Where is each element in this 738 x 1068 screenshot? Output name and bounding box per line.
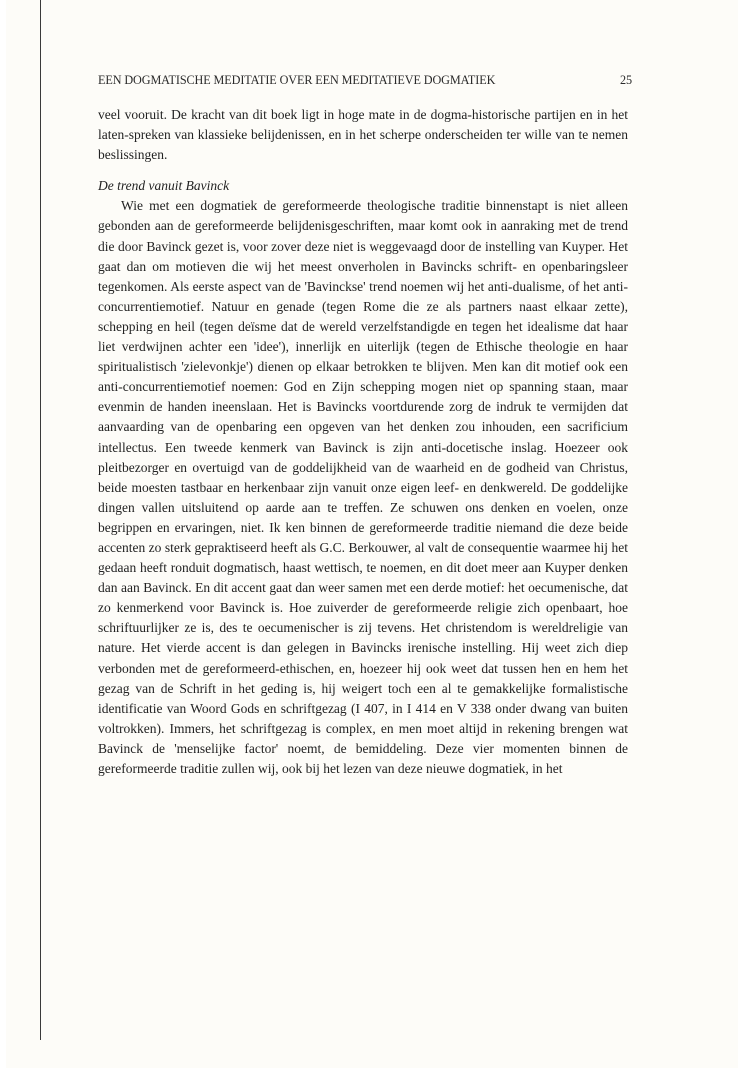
- paragraph-main: Wie met een dogmatiek de gereformeerde theologische traditie binnenstapt is niet alleen gebonden aan de gereformeerde belijdenisgeschriften, maar komt ook in aanraking met de trend die door Bavinck gezet is, voor zover deze niet is weggevaagd door de instelling van Kuyper. Het gaat dan om motieven die wij het meest onverholen in Bavincks schrift- en openbaringsleer tegenkomen. Als eerste aspect van de 'Bavinckse' trend noemen wij het anti-dualisme, of het anti-concurrentiemotief. Natuur en genade (tegen Rome die ze als partners naast elkaar zette), schepping en heil (tegen deïsme dat de wereld verzelfstandigde en tegen het idealisme dat haar liet verdwijnen achter een 'idee'), innerlijk en uiterlijk (tegen de Ethische theologie en haar spiritualistisch 'zielevonkje') dienen op elkaar betrokken te blijven. Men kan dit motief ook een anti-concurrentiemotief noemen: God en Zijn schepping mogen niet op spanning staan, maar evenmin de handen ineenslaan. Het is Bavincks voortdurende zorg de indruk te vermijden dat aanvaarding van de openbaring een opgeven van het denken zou inhouden, een sacrificium intellectus. Een tweede kenmerk van Bavinck is zijn anti-docetische inslag. Hoezeer ook pleitbezorger en overtuigd van de goddelijkheid van de waarheid en de godheid van Christus, beide moesten tastbaar en herkenbaar zijn vanuit onze eigen leef- en denkwereld. De goddelijke dingen vallen uitsluitend op aarde aan te treffen. Ze schuwen ons denken en voelen, onze begrippen en ervaringen, niet. Ik ken binnen de gereformeerde traditie niemand die deze beide accenten zo sterk gepraktiseerd heeft als G.C. Berkouwer, al valt de consequentie waarmee hij het gedaan heeft ronduit dogmatisch, haast wettisch, te noemen, en dit doet meer aan Kuyper denken dan aan Bavinck. En dit accent gaat dan weer samen met een derde motief: het oecumenische, dat zo kenmerkend voor Bavinck is. Hoe zuiverder de gereformeerde religie zich openbaart, hoe schriftuurlijker ze is, des te oecumenischer is zij tevens. Het christendom is wereldreligie van nature. Het vierde accent is dan gelegen in Bavincks irenische instelling. Hij weet zich diep verbonden met de gereformeerd-ethischen, en, hoezeer hij ook weet dat tussen hen en hem het gezag van de Schrift in het geding is, hij weigert toch een al te gemakkelijke formalistische identificatie van Woord Gods en schriftgezag (I 407, in I 414 en V 338 onder dwang van buiten voltrokken). Immers, het schriftgezag is complex, en men moet altijd in rekening brengen wat Bavinck de 'menselijke factor' noemt, de bemiddeling. Deze vier momenten binnen de gereformeerde traditie zullen wij, ook bij het lezen van deze nieuwe dogmatiek, in het: [98, 198, 628, 776]
- running-header: [98, 73, 632, 88]
- running-title: EEN DOGMATISCHE MEDITATIE OVER EEN MEDITATIEVE DOGMATIEK: [98, 73, 496, 87]
- page-number: 25: [620, 73, 632, 87]
- section-heading: De trend vanuit Bavinck: [98, 178, 230, 194]
- body-text: [98, 105, 628, 779]
- page-binding-edge: [40, 0, 41, 1040]
- book-page: [6, 0, 738, 1068]
- paragraph-continuation: veel vooruit. De kracht van dit boek ligt in hoge mate in de dogma-historische partijen en in het laten-spreken van klassieke belijdenissen, en in het scherpe onderscheiden ter wille van te nemen beslissingen.: [98, 107, 628, 163]
